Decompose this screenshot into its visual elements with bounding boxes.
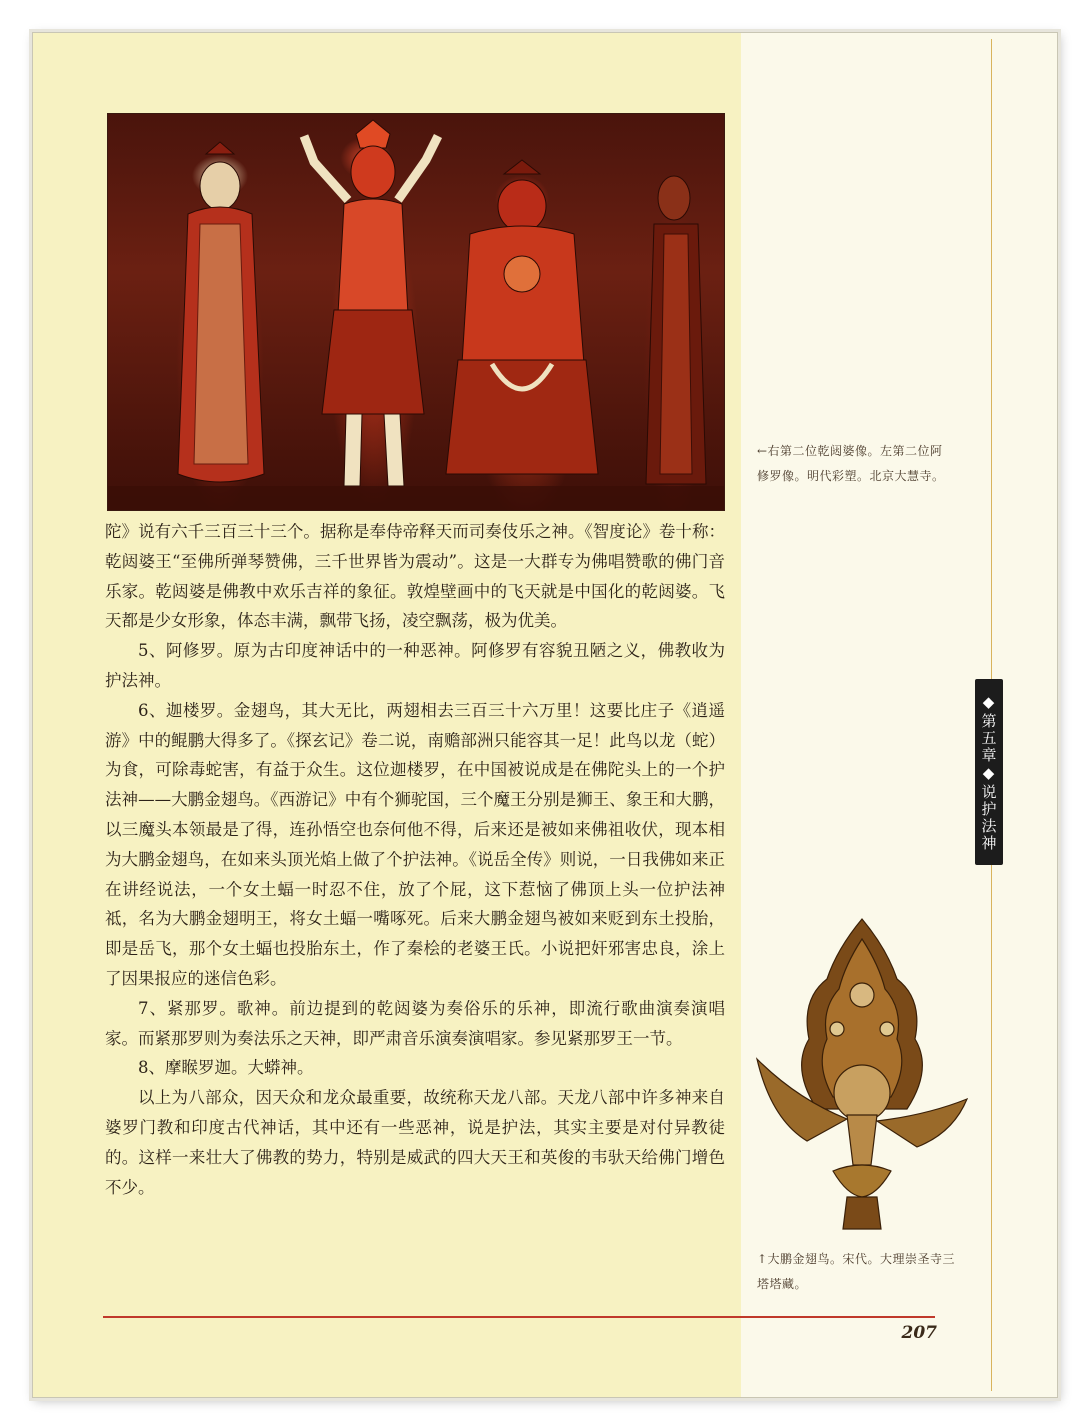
garuda-body bbox=[757, 1059, 967, 1229]
caption-garuda: ↑大鹏金翅鸟。宋代。大理崇圣寺三塔塔藏。 bbox=[757, 1252, 956, 1291]
statue-asura bbox=[446, 160, 598, 474]
paragraph: 7、紧那罗。歌神。前边提到的乾闼婆为奏俗乐的乐神，即流行歌曲演奏演唱家。而紧那罗则为奏法乐之天神，即严肃音乐演奏演唱家。参见紧那罗王一节。 bbox=[105, 998, 725, 1048]
paragraph: 5、阿修罗。原为古印度神话中的一种恶神。阿修罗有容貌丑陋之义，佛教收为护法神。 bbox=[105, 641, 725, 690]
caption-statues: ←右第二位乾闼婆像。左第二位阿修罗像。明代彩塑。北京大慧寺。 bbox=[757, 444, 945, 483]
paragraph: 6、迦楼罗。金翅鸟，其大无比，两翅相去三百三十六万里！这要比庄子《逍遥游》中的鲲鹏大得多了。《探玄记》卷二说，南赡部洲只能容其一足！此鸟以龙（蛇）为食，可除毒蛇害，有益于众生。这位迦楼罗，在中国被说成是在佛陀头上的一个护法神——大鹏金翅鸟。《西游记》中有个狮驼国，三个魔王分别是狮王、象王和大鹏，以三魔头本领最是了得，连孙悟空也奈何他不得，后来还是被如来佛祖收伏，现本相为大鹏金翅鸟，在如来头顶光焰上做了个护法神。《说岳全传》则说，一日我佛如来正在讲经说法，一个女土蝠一时忍不住，放了个屁，这下惹恼了佛顶上头一位护法神祗，名为大鹏金翅明王，将女土蝠一嘴啄死。后来大鹏金翅鸟被如来贬到东土投胎，即是岳飞，那个女土蝠也投胎东土，作了秦桧的老婆王氏。小说把奸邪害忠良，涂上了因果报应的迷信色彩。 bbox=[105, 700, 725, 988]
statue-gandharva bbox=[304, 120, 438, 486]
book-page bbox=[32, 32, 1058, 1398]
statue-elder bbox=[178, 142, 264, 482]
chapter-tab: ◆第五章◆说护法神 bbox=[975, 679, 1003, 865]
paragraph: 8、摩睺罗迦。大蟒神。 bbox=[138, 1058, 314, 1078]
page-number: 207 bbox=[901, 1323, 937, 1343]
paragraph: 陀》说有六千三百三十三个。据称是奉侍帝释天而司奏伎乐之神。《智度论》卷十称：乾闼婆王“至佛所弹琴赞佛，三千世界皆为震动”。这是一大群专为佛唱赞歌的佛门音乐家。乾闼婆是佛教中欢乐吉祥的象征。敦煌壁画中的飞天就是中国化的乾闼婆。飞天都是少女形象，体态丰满，飘带飞扬，凌空飘荡，极为优美。 bbox=[105, 522, 725, 631]
garuda-artifact-photo bbox=[747, 909, 977, 1249]
paragraph: 以上为八部众，因天众和龙众最重要，故统称天龙八部。天龙八部中许多神来自婆罗门教和印度古代神话，其中还有一些恶神，说是护法，其实主要是对付异教徒的。这样一来壮大了佛教的势力，特别是威武的四大天王和英俊的韦驮天给佛门增色不少。 bbox=[105, 1088, 725, 1197]
statue-right-partial bbox=[646, 176, 706, 484]
footer-rule bbox=[103, 1316, 935, 1318]
body-text bbox=[105, 517, 725, 1202]
statues-photo bbox=[107, 113, 725, 511]
